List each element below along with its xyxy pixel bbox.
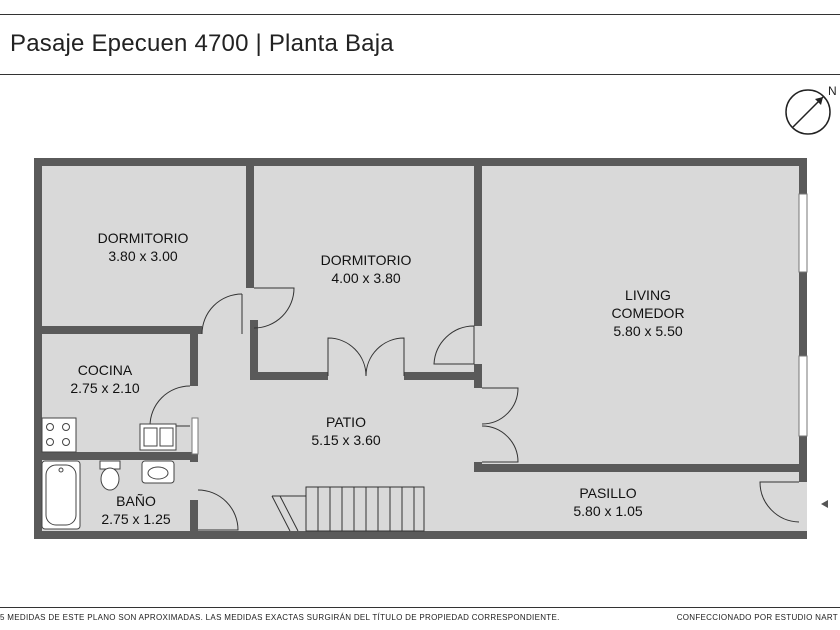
footer-rule — [0, 607, 840, 608]
room-dims-cocina: 2.75 x 2.10 — [70, 380, 140, 396]
stove-icon — [42, 418, 76, 452]
room-name-dormitorio-1: DORMITORIO — [97, 230, 189, 246]
room-name-living: LIVING — [625, 287, 671, 303]
room-name-cocina: COCINA — [77, 362, 133, 378]
footer-credit: CONFECCIONADO POR ESTUDIO NART — [676, 613, 838, 622]
room-dims-bano: 2.75 x 1.25 — [101, 511, 171, 527]
footer-disclaimer: 5 MEDIDAS DE ESTE PLANO SON APROXIMADAS. LAS MEDIDAS EXACTAS SURGIRÁN DEL TÍTULO DE PROPIEDAD CORRESPONDIENTE. — [0, 613, 560, 622]
room-dims-patio: 5.15 x 3.60 — [311, 432, 381, 448]
room-name-bano: BAÑO — [116, 493, 156, 509]
room-dims-living: 5.80 x 5.50 — [613, 323, 683, 339]
entrance-arrow-icon — [821, 500, 828, 508]
room-dims-pasillo: 5.80 x 1.05 — [573, 503, 643, 519]
compass-label: N — [828, 84, 837, 98]
room-name-pasillo: PASILLO — [579, 485, 637, 501]
room-name-patio: PATIO — [326, 414, 366, 430]
page-title: Pasaje Epecuen 4700 | Planta Baja — [10, 30, 394, 57]
room-name-comedor: COMEDOR — [611, 305, 685, 321]
room-name-dormitorio-2: DORMITORIO — [320, 252, 412, 268]
room-dims-dormitorio-2: 4.00 x 3.80 — [331, 270, 401, 286]
compass-north-icon — [786, 84, 837, 134]
room-dims-dormitorio-1: 3.80 x 3.00 — [108, 248, 178, 264]
